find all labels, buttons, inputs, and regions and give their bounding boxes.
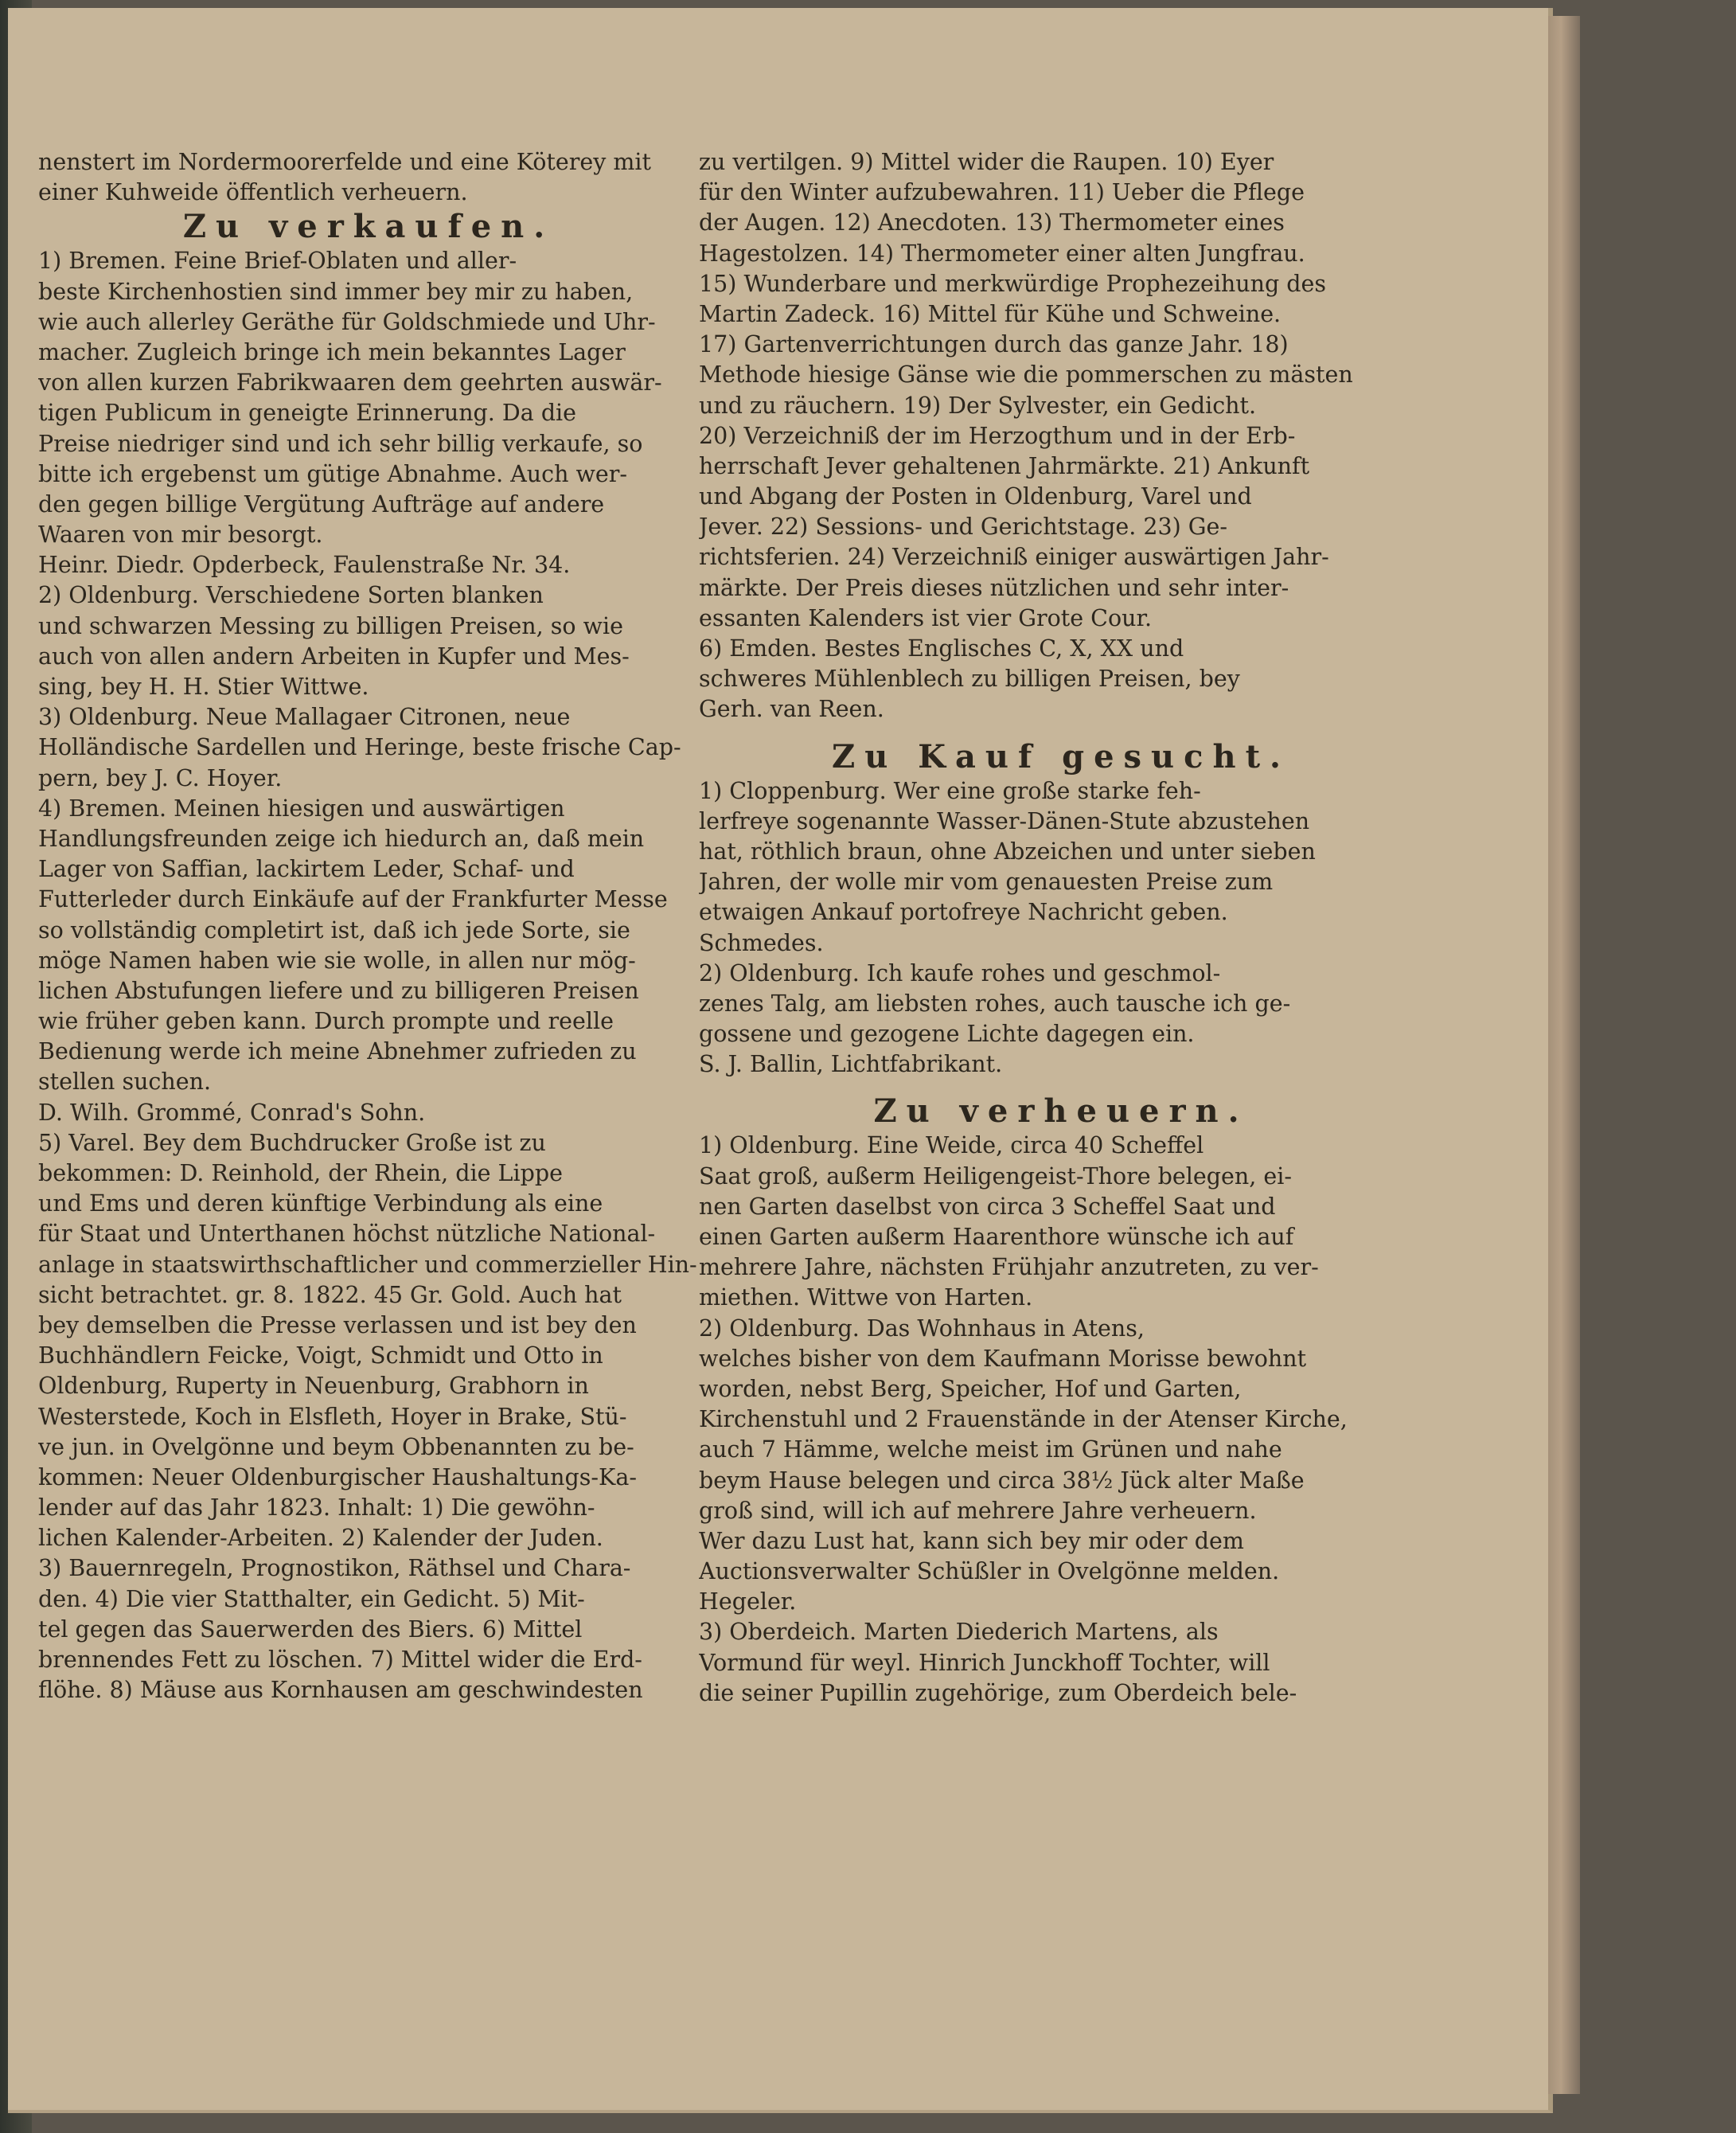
text-line: D. Wilh. Grommé, Conrad's Sohn. bbox=[38, 1099, 426, 1126]
right-column-calendar-contents bbox=[699, 147, 1423, 725]
text-line: 17) Gartenverrichtungen durch das ganze Jahr. 18) bbox=[699, 331, 1289, 358]
text-line: Methode hiesige Gänse wie die pommerschen zu mästen bbox=[699, 361, 1353, 389]
text-line: märkte. Der Preis dieses nützlichen und sehr inter- bbox=[699, 574, 1289, 601]
text-line: bitte ich ergebenst um gütige Abnahme. Auch wer- bbox=[38, 460, 628, 487]
text-line: 2) Oldenburg. Ich kaufe rohes und geschmol- bbox=[699, 959, 1221, 986]
text-line: für den Winter aufzubewahren. 11) Ueber die Pflege bbox=[699, 179, 1305, 206]
text-line: Wer dazu Lust hat, kann sich bey mir oder dem bbox=[699, 1527, 1244, 1554]
text-line: hat, röthlich braun, ohne Abzeichen und unter sieben bbox=[699, 838, 1316, 865]
text-line: der Augen. 12) Anecdoten. 13) Thermometer eines bbox=[699, 209, 1285, 236]
text-line: 20) Verzeichniß der im Herzogthum und in der Erb- bbox=[699, 422, 1296, 449]
text-line: Handlungsfreunden zeige ich hiedurch an, daß mein bbox=[38, 825, 645, 852]
text-line: beym Hause belegen und circa 38½ Jück alter Maße bbox=[699, 1467, 1305, 1494]
text-line: stellen suchen. bbox=[38, 1068, 212, 1096]
text-line: flöhe. 8) Mäuse aus Kornhausen am geschwindesten bbox=[38, 1677, 643, 1704]
section-heading-zu-verheuern: Zu verheuern. bbox=[873, 1092, 1249, 1131]
text-line: die seiner Pupillin zugehörige, zum Oberdeich bele- bbox=[699, 1679, 1297, 1706]
text-line: worden, nebst Berg, Speicher, Hof und Garten, bbox=[699, 1375, 1242, 1402]
text-line: und zu räuchern. 19) Der Sylvester, ein Gedicht. bbox=[699, 392, 1257, 419]
text-line: 3) Oldenburg. Neue Mallagaer Citronen, neue bbox=[38, 704, 571, 731]
text-line: anlage in staatswirthschaftlicher und commerzieller Hin- bbox=[38, 1251, 697, 1278]
text-line: beste Kirchenhostien sind immer bey mir zu haben, bbox=[38, 278, 634, 305]
text-line: Hagestolzen. 14) Thermometer einer alten Jungfrau. bbox=[699, 240, 1305, 267]
text-line: auch von allen andern Arbeiten in Kupfer und Mes- bbox=[38, 643, 630, 670]
text-line: und schwarzen Messing zu billigen Preisen, so wie bbox=[38, 612, 623, 639]
text-line: und Ems und deren künftige Verbindung als eine bbox=[38, 1190, 603, 1217]
text-line: S. J. Ballin, Lichtfabrikant. bbox=[699, 1051, 1003, 1078]
text-line: essanten Kalenders ist vier Grote Cour. bbox=[699, 604, 1153, 631]
left-column bbox=[38, 147, 699, 1705]
text-line: Oldenburg, Ruperty in Neuenburg, Grabhorn in bbox=[38, 1373, 589, 1400]
text-line: groß sind, will ich auf mehrere Jahre verheuern. bbox=[699, 1497, 1257, 1524]
text-line: lichen Abstufungen liefere und zu billigeren Preisen bbox=[38, 977, 639, 1004]
text-line: den. 4) Die vier Statthalter, ein Gedicht. 5) Mit- bbox=[38, 1585, 585, 1612]
text-line: zu vertilgen. 9) Mittel wider die Raupen. 10) Eyer bbox=[699, 149, 1274, 175]
text-line: Jever. 22) Sessions- und Gerichtstage. 23) Ge- bbox=[699, 514, 1228, 541]
text-line: Buchhändlern Feicke, Voigt, Schmidt und Otto in bbox=[38, 1342, 603, 1369]
text-line: Vormund für weyl. Hinrich Junckhoff Tochter, will bbox=[699, 1649, 1270, 1676]
text-line: Gerh. van Reen. bbox=[699, 696, 884, 723]
text-line: Preise niedriger sind und ich sehr billig verkaufe, so bbox=[38, 430, 643, 457]
text-line: 6) Emden. Bestes Englisches C, X, XX und bbox=[699, 635, 1184, 662]
text-line: etwaigen Ankauf portofreye Nachricht geben. bbox=[699, 899, 1228, 926]
text-line: sicht betrachtet. gr. 8. 1822. 45 Gr. Gold. Auch hat bbox=[38, 1281, 622, 1308]
text-line: 1) Cloppenburg. Wer eine große starke feh- bbox=[699, 777, 1201, 804]
text-line: Hegeler. bbox=[699, 1588, 797, 1615]
text-line: Heinr. Diedr. Opderbeck, Faulenstraße Nr. 34. bbox=[38, 552, 571, 579]
text-line: Kirchenstuhl und 2 Frauenstände in der Atenser Kirche, bbox=[699, 1406, 1348, 1433]
text-line: Schmedes. bbox=[699, 929, 824, 956]
text-line: ve jun. in Ovelgönne und beym Obbenannten zu be- bbox=[38, 1433, 634, 1460]
text-line: schweres Mühlenblech zu billigen Preisen, bey bbox=[699, 666, 1240, 693]
text-line: lender auf das Jahr 1823. Inhalt: 1) Die gewöhn- bbox=[38, 1494, 595, 1522]
right-column bbox=[699, 147, 1423, 1709]
text-line: 1) Bremen. Feine Brief-Oblaten und aller- bbox=[38, 248, 517, 275]
text-line: Martin Zadeck. 16) Mittel für Kühe und Schweine. bbox=[699, 300, 1282, 327]
text-line: Waaren von mir besorgt. bbox=[38, 522, 323, 549]
text-line: wie früher geben kann. Durch prompte und reelle bbox=[38, 1008, 614, 1035]
text-line: Futterleder durch Einkäufe auf der Frankfurter Messe bbox=[38, 886, 668, 913]
right-column-wanted bbox=[699, 776, 1423, 1080]
text-line: möge Namen haben wie sie wolle, in allen nur mög- bbox=[38, 947, 636, 974]
page-edge-stack bbox=[1548, 16, 1580, 2094]
text-line: 2) Oldenburg. Verschiedene Sorten blanken bbox=[38, 582, 544, 609]
text-line: bekommen: D. Reinhold, der Rhein, die Lippe bbox=[38, 1160, 563, 1186]
text-line: kommen: Neuer Oldenburgischer Haushaltungs-Ka- bbox=[38, 1463, 637, 1490]
left-column-body bbox=[38, 246, 699, 1705]
section-heading-zu-verkaufen: Zu verkaufen. bbox=[182, 208, 555, 246]
text-line: miethen. Wittwe von Harten. bbox=[699, 1284, 1033, 1311]
text-line: bey demselben die Presse verlassen und ist bey den bbox=[38, 1311, 637, 1338]
text-line: macher. Zugleich bringe ich mein bekanntes Lager bbox=[38, 338, 626, 365]
text-line: 15) Wunderbare und merkwürdige Prophezeihung des bbox=[699, 270, 1327, 297]
text-line: Saat groß, außerm Heiligengeist-Thore belegen, ei- bbox=[699, 1162, 1292, 1190]
text-line: einen Garten außerm Haarenthore wünsche ich auf bbox=[699, 1224, 1294, 1250]
text-line: Westerstede, Koch in Elsfleth, Hoyer in Brake, Stü- bbox=[38, 1403, 627, 1430]
text-line: so vollständig completirt ist, daß ich jede Sorte, sie bbox=[38, 916, 630, 943]
text-line: sing, bey H. H. Stier Wittwe. bbox=[38, 674, 369, 700]
text-line: einer Kuhweide öffentlich verheuern. bbox=[38, 179, 468, 206]
text-line: und Abgang der Posten in Oldenburg, Varel und bbox=[699, 483, 1252, 510]
text-line: den gegen billige Vergütung Aufträge auf andere bbox=[38, 490, 605, 518]
text-line: tel gegen das Sauerwerden des Biers. 6) Mittel bbox=[38, 1615, 583, 1643]
text-line: 3) Oberdeich. Marten Diederich Martens, als bbox=[699, 1619, 1219, 1646]
text-line: auch 7 Hämme, welche meist im Grünen und nahe bbox=[699, 1436, 1282, 1463]
text-line: welches bisher von dem Kaufmann Morisse bewohnt bbox=[699, 1345, 1307, 1372]
text-line: für Staat und Unterthanen höchst nützliche National- bbox=[38, 1221, 656, 1248]
section-heading-zu-kauf-gesucht: Zu Kauf gesucht. bbox=[832, 737, 1290, 775]
text-line: 3) Bauernregeln, Prognostikon, Räthsel und Chara- bbox=[38, 1555, 631, 1582]
text-line: pern, bey J. C. Hoyer. bbox=[38, 764, 283, 791]
right-column-for-rent bbox=[699, 1131, 1423, 1709]
text-line: nen Garten daselbst von circa 3 Scheffel Saat und bbox=[699, 1193, 1276, 1220]
text-line: Auctionsverwalter Schüßler in Ovelgönne melden. bbox=[699, 1558, 1280, 1585]
text-line: 5) Varel. Bey dem Buchdrucker Große ist zu bbox=[38, 1129, 546, 1156]
text-line: mehrere Jahre, nächsten Frühjahr anzutreten, zu ver- bbox=[699, 1254, 1319, 1281]
text-line: herrschaft Jever gehaltenen Jahrmärkte. 21) Ankunft bbox=[699, 452, 1310, 479]
text-line: 2) Oldenburg. Das Wohnhaus in Atens, bbox=[699, 1315, 1145, 1342]
text-line: wie auch allerley Geräthe für Goldschmiede und Uhr- bbox=[38, 308, 656, 335]
text-line: 4) Bremen. Meinen hiesigen und auswärtigen bbox=[38, 795, 565, 822]
text-line: Lager von Saffian, lackirtem Leder, Schaf- und bbox=[38, 856, 575, 883]
text-line: richtsferien. 24) Verzeichniß einiger auswärtigen Jahr- bbox=[699, 544, 1329, 571]
text-line: gossene und gezogene Lichte dagegen ein. bbox=[699, 1021, 1195, 1048]
text-line: 1) Oldenburg. Eine Weide, circa 40 Scheffel bbox=[699, 1132, 1204, 1159]
text-line: von allen kurzen Fabrikwaaren dem geehrten auswär- bbox=[38, 369, 662, 397]
text-line: tigen Publicum in geneigte Erinnerung. Da die bbox=[38, 400, 577, 427]
text-line: zenes Talg, am liebsten rohes, auch tausche ich ge- bbox=[699, 990, 1291, 1017]
text-line: lichen Kalender-Arbeiten. 2) Kalender der Juden. bbox=[38, 1525, 603, 1552]
text-line: nenstert im Nordermoorerfelde und eine Köterey mit bbox=[38, 149, 651, 175]
text-line: Bedienung werde ich meine Abnehmer zufrieden zu bbox=[38, 1038, 637, 1065]
text-line: lerfreye sogenannte Wasser-Dänen-Stute abzustehen bbox=[699, 807, 1310, 834]
text-line: brennendes Fett zu löschen. 7) Mittel wider die Erd- bbox=[38, 1647, 642, 1673]
text-line: Holländische Sardellen und Heringe, beste frische Cap- bbox=[38, 734, 681, 761]
text-line: Jahren, der wolle mir vom genauesten Preise zum bbox=[699, 869, 1274, 896]
